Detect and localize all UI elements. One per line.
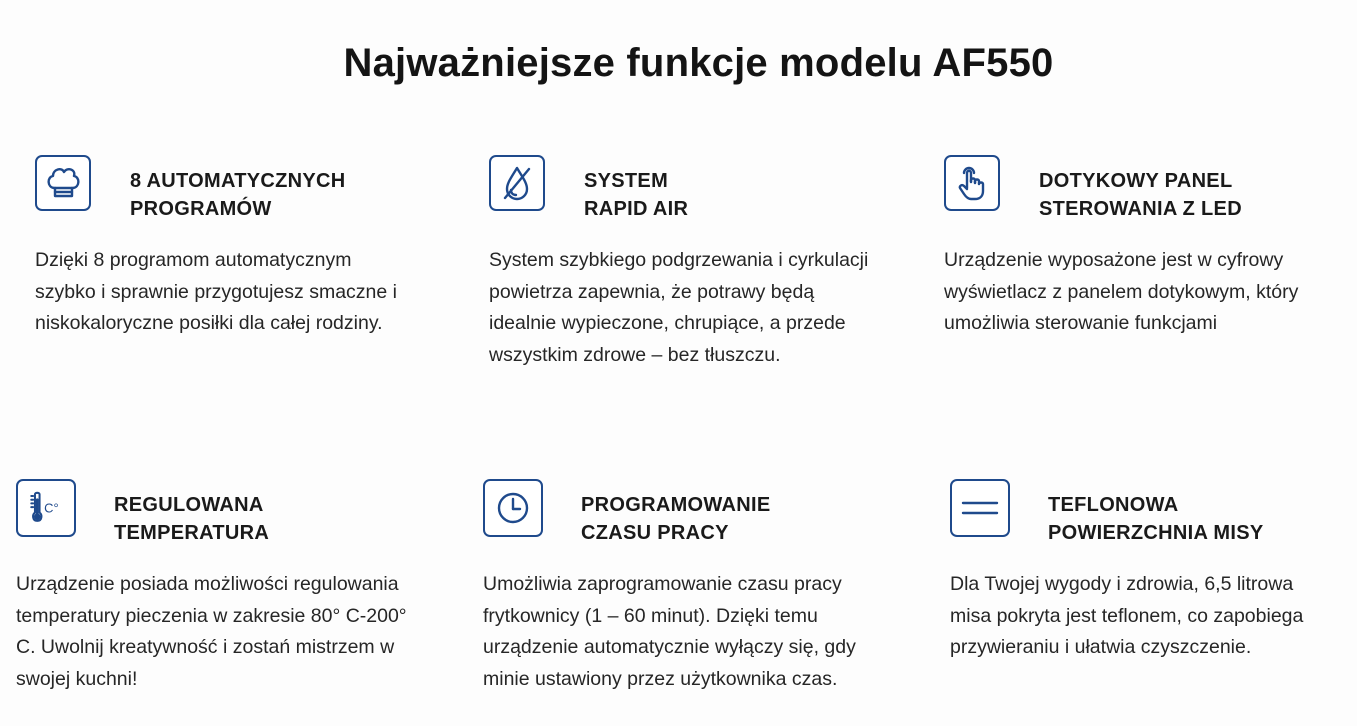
touch-finger-icon xyxy=(944,155,1000,211)
feature-description-line: wyświetlacz z panelem dotykowym, który xyxy=(944,280,1299,303)
feature-heading xyxy=(581,491,770,547)
feature-heading-line2: CZASU PRACY xyxy=(581,522,729,544)
feature-description-line: Urządzenie wyposażone jest w cyfrowy xyxy=(944,249,1284,271)
page-title: Najważniejsze funkcje modelu AF550 xyxy=(343,40,1054,85)
feature-description-line: System szybkiego podgrzewania i cyrkulacji xyxy=(489,249,869,271)
feature-description-line: urządzenie automatycznie wyłączy się, gdy xyxy=(483,636,856,658)
feature-heading-line1: DOTYKOWY PANEL xyxy=(1039,170,1233,192)
feature-touch-panel xyxy=(944,155,1344,355)
feature-description xyxy=(489,245,868,371)
feature-heading xyxy=(1048,491,1263,547)
feature-heading-line2: RAPID AIR xyxy=(584,198,689,220)
feature-description-line: Urządzenie posiada możliwości regulowania xyxy=(16,573,399,595)
feature-description-line: przywieraniu i ułatwia czyszczenie. xyxy=(950,636,1252,658)
celsius-label: C° xyxy=(44,500,59,516)
feature-heading-line1: REGULOWANA xyxy=(114,494,264,516)
clock-icon xyxy=(483,479,543,537)
feature-description-line: idealnie wypieczone, chrupiące, a przede xyxy=(489,312,846,334)
feature-automatic-programs xyxy=(35,155,455,355)
feature-heading-line2: PROGRAMÓW xyxy=(130,198,272,220)
feature-description-line: temperatury pieczenia w zakresie 80° C-200° xyxy=(16,604,407,627)
feature-description-line: umożliwia sterowanie funkcjami xyxy=(944,312,1218,334)
feature-description xyxy=(35,245,397,340)
feature-description xyxy=(950,569,1303,664)
feature-heading xyxy=(114,491,269,547)
feature-description-line: powietrza zapewnia, że potrawy będą xyxy=(489,280,815,303)
feature-rapid-air xyxy=(489,155,919,385)
feature-heading-line2: TEMPERATURA xyxy=(114,522,270,544)
thermometer-celsius-icon xyxy=(16,479,76,537)
feature-description-line: swojej kuchni! xyxy=(16,667,138,690)
feature-description xyxy=(483,569,856,695)
feature-description xyxy=(944,245,1298,340)
feature-heading-line1: TEFLONOWA xyxy=(1048,494,1179,516)
feature-description-line: minie ustawiony przez użytkownika czas. xyxy=(483,667,838,690)
feature-heading xyxy=(130,167,346,223)
chef-hat-icon xyxy=(35,155,91,211)
feature-temperature xyxy=(16,479,456,709)
feature-description-line: misa pokryta jest teflonem, co zapobiega xyxy=(950,604,1304,627)
teflon-bowl-lines-icon xyxy=(950,479,1010,537)
feature-timer xyxy=(483,479,923,709)
feature-heading-line1: 8 AUTOMATYCZNYCH xyxy=(130,170,346,192)
feature-description-line: Umożliwia zaprogramowanie czasu pracy xyxy=(483,573,842,595)
feature-description-line: niskokaloryczne posiłki dla całej rodziny. xyxy=(35,312,383,334)
feature-heading-line1: PROGRAMOWANIE xyxy=(581,494,771,516)
no-oil-drop-icon xyxy=(489,155,545,211)
feature-teflon-bowl xyxy=(950,479,1350,679)
feature-description-line: C. Uwolnij kreatywność i zostań mistrzem w xyxy=(16,636,395,658)
feature-description xyxy=(16,569,407,695)
feature-description-line: frytkownicy (1 – 60 minut). Dzięki temu xyxy=(483,604,818,627)
feature-heading-line1: SYSTEM xyxy=(584,170,669,192)
feature-description-line: Dla Twojej wygody i zdrowia, 6,5 litrowa xyxy=(950,573,1294,595)
feature-heading xyxy=(1039,167,1242,223)
feature-heading-line2: POWIERZCHNIA MISY xyxy=(1048,522,1264,544)
feature-description-line: wszystkim zdrowe – bez tłuszczu. xyxy=(489,343,781,366)
feature-heading xyxy=(584,167,688,223)
feature-heading-line2: STEROWANIA Z LED xyxy=(1039,198,1242,220)
feature-description-line: Dzięki 8 programom automatycznym xyxy=(35,249,352,271)
feature-description-line: szybko i sprawnie przygotujesz smaczne i xyxy=(35,280,397,303)
